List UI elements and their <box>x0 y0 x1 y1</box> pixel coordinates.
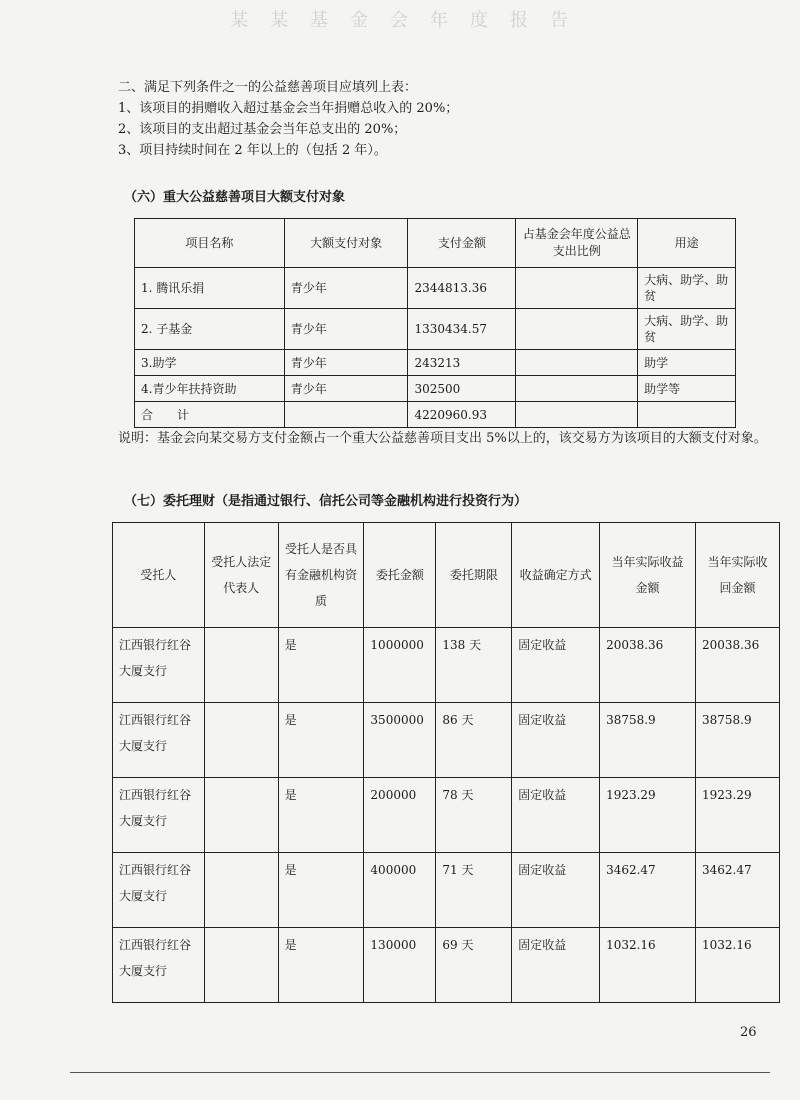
section6-title: （六）重大公益慈善项目大额支付对象 <box>124 190 346 205</box>
cell-recovered: 1032.16 <box>695 928 779 1003</box>
cell-ratio <box>516 268 638 309</box>
header-term: 委托期限 <box>436 523 512 628</box>
cell-purpose: 助学 <box>638 350 736 376</box>
cell-empty <box>284 402 408 428</box>
cell-method: 固定收益 <box>512 628 600 703</box>
cell-amount: 1330434.57 <box>408 309 516 350</box>
table-row <box>135 309 736 350</box>
cell-trustee: 江西银行红谷大厦支行 <box>113 853 205 928</box>
header-qualification: 受托人是否具有金融机构资质 <box>278 523 364 628</box>
table-row <box>135 350 736 376</box>
cell-legal-rep <box>204 778 278 853</box>
condition-1: 1、该项目的捐赠收入超过基金会当年捐赠总收入的 20%； <box>118 101 459 116</box>
cell-recovered: 1923.29 <box>695 778 779 853</box>
table-row <box>113 778 780 853</box>
cell-legal-rep <box>204 703 278 778</box>
cell-amount: 1000000 <box>364 628 436 703</box>
cell-purpose: 大病、助学、助贫 <box>638 309 736 350</box>
cell-recovered: 38758.9 <box>695 703 779 778</box>
cell-payee: 青少年 <box>284 268 408 309</box>
cell-amount: 130000 <box>364 928 436 1003</box>
bleed-through-header: 某某基金会年度报告 <box>230 10 590 31</box>
table-row <box>135 376 736 402</box>
cell-legal-rep <box>204 853 278 928</box>
cell-purpose: 助学等 <box>638 376 736 402</box>
page-number: 26 <box>740 1025 757 1040</box>
table-header-row <box>113 523 780 628</box>
footer-rule <box>70 1072 770 1073</box>
cell-recovered: 3462.47 <box>695 853 779 928</box>
cell-qualified: 是 <box>278 778 364 853</box>
cell-amount: 243213 <box>408 350 516 376</box>
entrusted-finance-table <box>112 522 780 1003</box>
condition-3: 3、项目持续时间在 2 年以上的（包括 2 年）。 <box>118 143 387 158</box>
header-amount: 支付金额 <box>408 219 516 268</box>
table-row <box>113 853 780 928</box>
cell-amount: 200000 <box>364 778 436 853</box>
table-row <box>113 628 780 703</box>
cell-income: 38758.9 <box>600 703 696 778</box>
cell-project: 1. 腾讯乐捐 <box>135 268 285 309</box>
cell-method: 固定收益 <box>512 928 600 1003</box>
cell-trustee: 江西银行红谷大厦支行 <box>113 703 205 778</box>
cell-qualified: 是 <box>278 628 364 703</box>
cell-trustee: 江西银行红谷大厦支行 <box>113 778 205 853</box>
cell-legal-rep <box>204 928 278 1003</box>
header-entrusted-amount: 委托金额 <box>364 523 436 628</box>
cell-payee: 青少年 <box>284 309 408 350</box>
cell-total-amount: 4220960.93 <box>408 402 516 428</box>
header-legal-rep: 受托人法定代表人 <box>204 523 278 628</box>
header-actual-recovered: 当年实际收回金额 <box>695 523 779 628</box>
condition-2: 2、该项目的支出超过基金会当年总支出的 20%； <box>118 122 407 137</box>
cell-amount: 3500000 <box>364 703 436 778</box>
section6-note: 说明：基金会向某交易方支付金额占一个重大公益慈善项目支出 5%以上的，该交易方为该项目的大额支付对象。 <box>118 431 767 446</box>
header-payee: 大额支付对象 <box>284 219 408 268</box>
cell-payee: 青少年 <box>284 350 408 376</box>
table-row <box>135 268 736 309</box>
cell-qualified: 是 <box>278 703 364 778</box>
header-income-method: 收益确定方式 <box>512 523 600 628</box>
cell-project: 3.助学 <box>135 350 285 376</box>
table-total-row <box>135 402 736 428</box>
cell-method: 固定收益 <box>512 703 600 778</box>
cell-payee: 青少年 <box>284 376 408 402</box>
cell-term: 138 天 <box>436 628 512 703</box>
cell-qualified: 是 <box>278 928 364 1003</box>
cell-ratio <box>516 309 638 350</box>
cell-trustee: 江西银行红谷大厦支行 <box>113 928 205 1003</box>
cell-income: 3462.47 <box>600 853 696 928</box>
cell-trustee: 江西银行红谷大厦支行 <box>113 628 205 703</box>
cell-amount: 400000 <box>364 853 436 928</box>
cell-method: 固定收益 <box>512 778 600 853</box>
cell-term: 71 天 <box>436 853 512 928</box>
cell-ratio <box>516 350 638 376</box>
table-row <box>113 703 780 778</box>
header-project-name: 项目名称 <box>135 219 285 268</box>
cell-qualified: 是 <box>278 853 364 928</box>
large-payment-table <box>134 218 736 428</box>
section7-title: （七）委托理财（是指通过银行、信托公司等金融机构进行投资行为） <box>124 494 528 509</box>
cell-amount: 2344813.36 <box>408 268 516 309</box>
intro-title: 二、满足下列条件之一的公益慈善项目应填列上表： <box>118 80 418 95</box>
cell-total-label: 合 计 <box>135 402 285 428</box>
cell-term: 86 天 <box>436 703 512 778</box>
cell-income: 1032.16 <box>600 928 696 1003</box>
cell-purpose: 大病、助学、助贫 <box>638 268 736 309</box>
cell-empty <box>516 402 638 428</box>
cell-ratio <box>516 376 638 402</box>
cell-income: 20038.36 <box>600 628 696 703</box>
cell-term: 78 天 <box>436 778 512 853</box>
cell-income: 1923.29 <box>600 778 696 853</box>
cell-amount: 302500 <box>408 376 516 402</box>
cell-legal-rep <box>204 628 278 703</box>
table-row <box>113 928 780 1003</box>
header-trustee: 受托人 <box>113 523 205 628</box>
cell-recovered: 20038.36 <box>695 628 779 703</box>
cell-project: 4.青少年扶持资助 <box>135 376 285 402</box>
cell-project: 2. 子基金 <box>135 309 285 350</box>
cell-term: 69 天 <box>436 928 512 1003</box>
header-actual-income: 当年实际收益金额 <box>600 523 696 628</box>
cell-empty <box>638 402 736 428</box>
cell-method: 固定收益 <box>512 853 600 928</box>
table-header-row <box>135 219 736 268</box>
header-ratio: 占基金会年度公益总支出比例 <box>516 219 638 268</box>
header-purpose: 用途 <box>638 219 736 268</box>
